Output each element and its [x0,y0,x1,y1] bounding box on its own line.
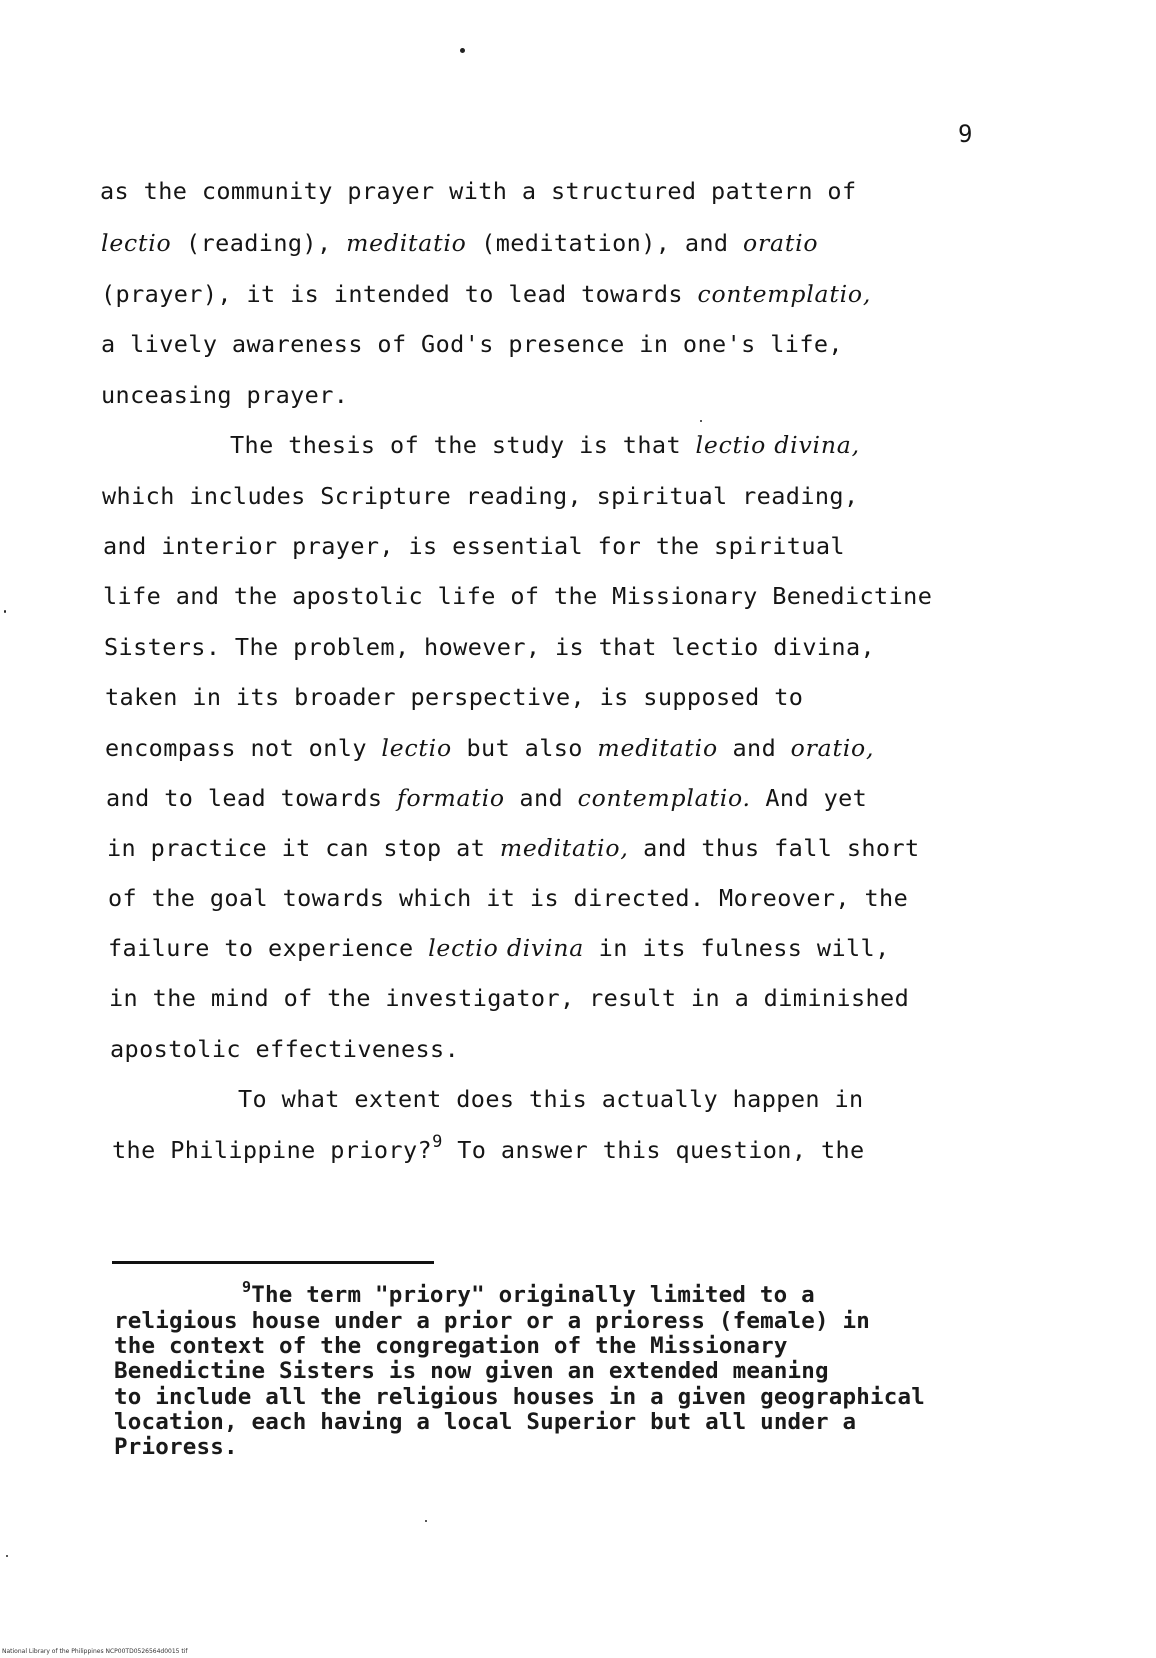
text-run: and thus fall short [628,834,920,862]
latin-term: meditatio, [499,834,629,862]
scan-speck [6,1555,8,1557]
latin-term: oratio [743,229,819,257]
page-number: 9 [958,120,973,148]
latin-term: lectio divina, [695,431,860,459]
text-run: The term "priory" originally limited to a [251,1282,815,1308]
latin-term: contemplatio, [697,280,872,308]
footnote-line: to include all the religious houses in a given geographical [114,1384,926,1410]
latin-term: formatio [396,784,505,812]
latin-term: lectio [101,229,172,257]
text-run: failure to experience [108,934,429,962]
body-line: in the mind of the investigator, result in a diminished [109,984,910,1012]
footnote-line: location, each having a local Superior but all under a [114,1409,857,1435]
footnote-line: the context of the congregation of the Missionary [114,1333,788,1359]
body-line: taken in its broader perspective, is supposed to [105,683,804,711]
latin-term: meditatio [597,734,718,762]
body-line [101,229,819,257]
scan-speck [460,48,465,53]
text-run: And yet [750,784,868,812]
footnote-reference: 9 [432,1132,443,1152]
body-line: of the goal towards which it is directed. Moreover, the [108,884,909,912]
text-run: (prayer), it is intended to lead towards [101,280,698,308]
text-run: the Philippine priory? [112,1136,433,1164]
footnote-separator [112,1261,434,1264]
latin-term: meditatio [346,229,467,257]
body-line [112,1132,865,1164]
text-run: To answer this question, the [442,1136,865,1164]
latin-term: lectio divina [428,934,585,962]
body-line [108,934,890,962]
footnote-line [242,1278,815,1308]
latin-term: oratio, [790,734,875,762]
text-run: (reading), [171,229,347,257]
latin-term: contemplatio. [577,784,751,812]
body-line: apostolic effectiveness. [110,1035,460,1063]
scan-speck [4,610,6,613]
body-line: a lively awareness of God's presence in one's life, [101,330,843,358]
latin-term: lectio [381,734,452,762]
scan-speck [700,420,702,422]
body-line: which includes Scripture reading, spiritual reading, [102,482,859,510]
footnote-line: religious house under a prior or a prioress (female) in [114,1308,871,1334]
text-run: encompass not only [105,734,382,762]
text-run: (meditation), and [466,229,744,257]
text-run: in its fulness will, [584,934,890,962]
text-run: The thesis of the study is that [230,431,696,459]
text-run: and [504,784,578,812]
body-line: Sisters. The problem, however, is that lectio divina, [104,633,876,661]
body-line: and interior prayer, is essential for the spiritual [103,532,845,560]
body-line [101,280,872,308]
archive-stamp: National Library of the Philippines NCP00TD0526564d0015 tif [2,1648,188,1655]
text-run: and to lead towards [106,784,397,812]
body-line [105,734,875,762]
footnote-marker: 9 [242,1278,252,1296]
text-run: and [717,734,791,762]
body-line [230,431,860,459]
body-line [107,834,920,862]
body-line [106,784,868,812]
text-run: in practice it can stop at [107,834,500,862]
text-run: but also [451,734,598,762]
body-line: life and the apostolic life of the Missionary Benedictine [103,582,933,610]
body-line: unceasing prayer. [101,381,349,409]
body-line: To what extent does this actually happen in [238,1085,864,1113]
scan-speck [425,1520,427,1522]
footnote-line: Prioress. [114,1434,238,1460]
footnote-line: Benedictine Sisters is now given an extended meaning [114,1358,829,1384]
body-line: as the community prayer with a structured pattern of [100,177,857,205]
